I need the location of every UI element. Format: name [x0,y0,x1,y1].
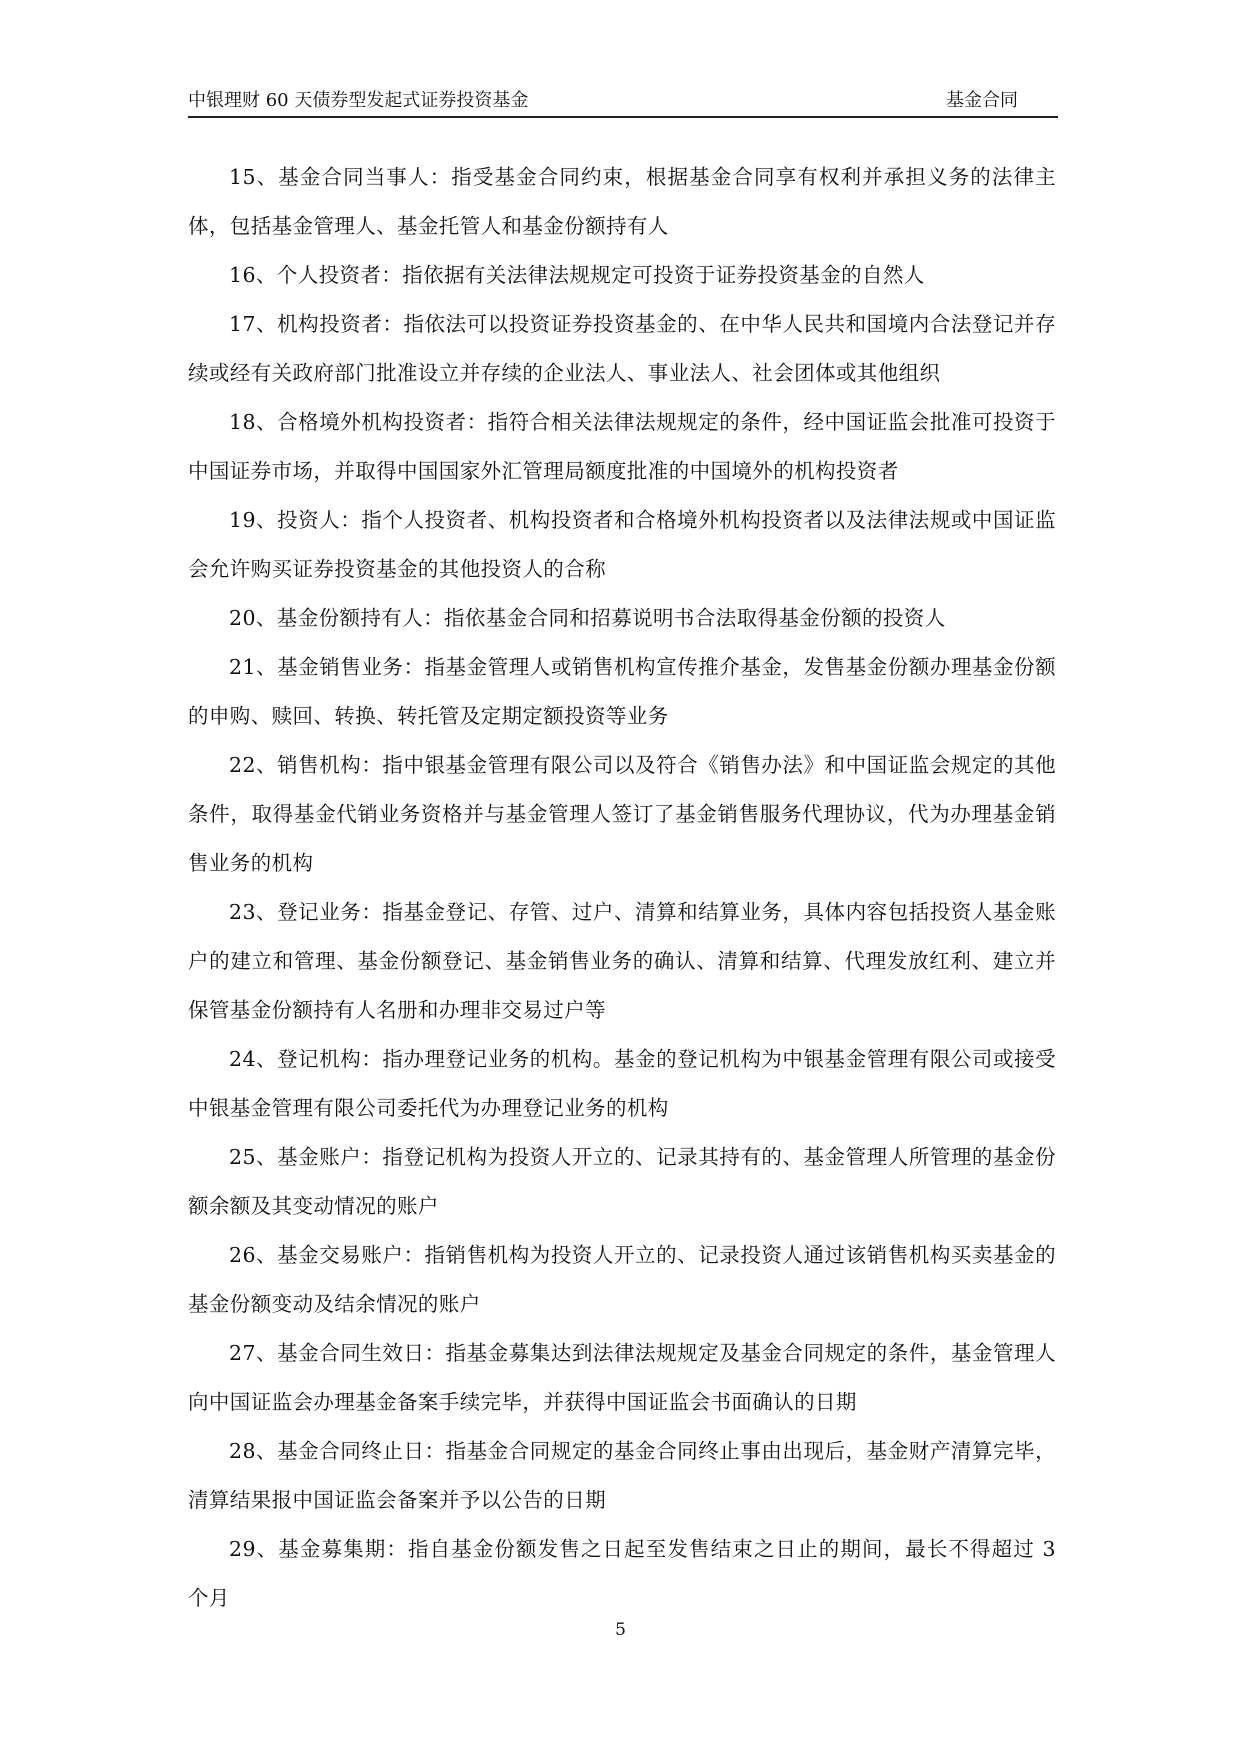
definition-paragraph [188,1427,1056,1525]
paragraph-number: 22、 [229,753,278,777]
definition-paragraph [188,1329,1056,1427]
definition-paragraph [188,1231,1056,1329]
section-title: 基金合同 [946,90,1018,111]
paragraph-text: 基金份额持有人：指依基金合同和招募说明书合法取得基金份额的投资人 [276,606,946,630]
paragraph-text: 投资人：指个人投资者、机构投资者和合格境外机构投资者以及法律法规或中国证监会允许购买证券投资基金的其他投资人的合称 [188,508,1056,581]
paragraph-number: 16、 [229,263,277,287]
paragraph-text: 基金合同终止日：指基金合同规定的基金合同终止事由出现后，基金财产清算完毕，清算结果报中国证监会备案并予以公告的日期 [188,1439,1056,1512]
definition-paragraph [188,300,1056,398]
paragraph-number: 20、 [229,606,277,630]
definition-paragraph [188,1133,1056,1231]
paragraph-number: 26、 [229,1243,278,1267]
paragraph-text: 基金募集期：指自基金份额发售之日起至发售结束之日止的期间，最长不得超过 3 个月 [188,1537,1056,1610]
definition-paragraph [188,496,1056,594]
paragraph-number: 15、 [229,165,279,189]
paragraph-number: 29、 [229,1537,279,1561]
page-header [188,86,1058,118]
paragraph-text: 销售机构：指中银基金管理有限公司以及符合《销售办法》和中国证监会规定的其他条件，取得基金代销业务资格并与基金管理人签订了基金销售服务代理协议，代为办理基金销售业务的机构 [188,753,1056,875]
paragraph-text: 机构投资者：指依法可以投资证券投资基金的、在中华人民共和国境内合法登记并存续或经有关政府部门批准设立并存续的企业法人、事业法人、社会团体或其他组织 [188,312,1056,385]
paragraph-text: 登记业务：指基金登记、存管、过户、清算和结算业务，具体内容包括投资人基金账户的建立和管理、基金份额登记、基金销售业务的确认、清算和结算、代理发放红利、建立并保管基金份额持有人名册和办理非交易过户等 [188,900,1056,1022]
paragraph-number: 18、 [229,410,278,434]
paragraph-number: 19、 [229,508,278,532]
paragraph-text: 登记机构：指办理登记业务的机构。基金的登记机构为中银基金管理有限公司或接受中银基金管理有限公司委托代为办理登记业务的机构 [188,1047,1056,1120]
definition-paragraph [188,251,1056,300]
paragraph-number: 24、 [229,1047,278,1071]
paragraph-text: 基金账户：指登记机构为投资人开立的、记录其持有的、基金管理人所管理的基金份额余额及其变动情况的账户 [188,1145,1056,1218]
document-title: 中银理财 60 天债券型发起式证券投资基金 [188,90,529,111]
paragraph-text: 基金交易账户：指销售机构为投资人开立的、记录投资人通过该销售机构买卖基金的基金份额变动及结余情况的账户 [188,1243,1056,1316]
paragraph-number: 23、 [229,900,278,924]
definition-paragraph [188,594,1056,643]
definition-paragraph [188,153,1056,251]
definition-paragraph [188,1525,1056,1623]
definition-paragraph [188,741,1056,888]
page-number: 5 [615,1620,626,1640]
definition-paragraph [188,888,1056,1035]
paragraph-number: 28、 [229,1439,278,1463]
paragraph-number: 25、 [229,1145,278,1169]
document-body [188,153,1056,1623]
paragraph-text: 基金合同当事人：指受基金合同约束，根据基金合同享有权利并承担义务的法律主体，包括基金管理人、基金托管人和基金份额持有人 [188,165,1056,238]
paragraph-text: 基金合同生效日：指基金募集达到法律法规规定及基金合同规定的条件，基金管理人向中国证监会办理基金备案手续完毕，并获得中国证监会书面确认的日期 [188,1341,1056,1414]
definition-paragraph [188,643,1056,741]
paragraph-number: 21、 [229,655,278,679]
paragraph-number: 27、 [229,1341,278,1365]
definition-paragraph [188,1035,1056,1133]
paragraph-number: 17、 [229,312,278,336]
paragraph-text: 合格境外机构投资者：指符合相关法律法规规定的条件，经中国证监会批准可投资于中国证券市场，并取得中国国家外汇管理局额度批准的中国境外的机构投资者 [188,410,1056,483]
paragraph-text: 个人投资者：指依据有关法律法规规定可投资于证券投资基金的自然人 [276,263,925,287]
paragraph-text: 基金销售业务：指基金管理人或销售机构宣传推介基金，发售基金份额办理基金份额的申购、赎回、转换、转托管及定期定额投资等业务 [188,655,1056,728]
definition-paragraph [188,398,1056,496]
